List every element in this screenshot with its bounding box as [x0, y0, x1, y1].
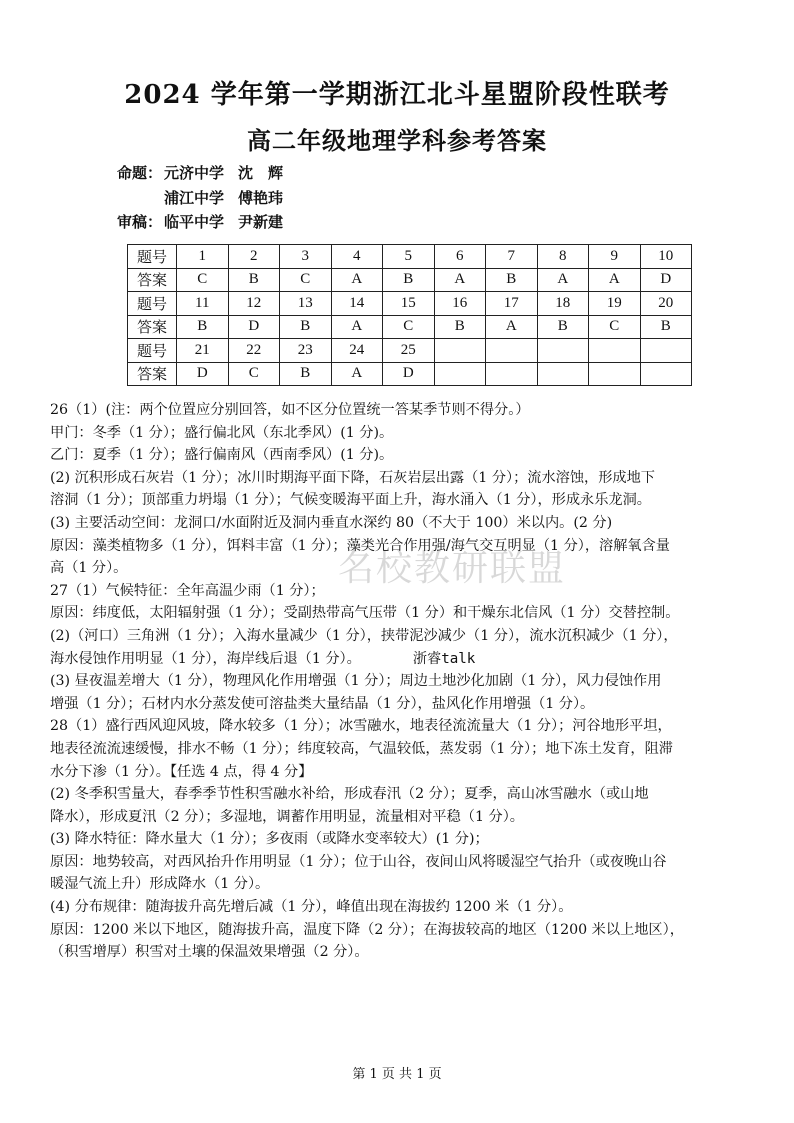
- answer-table-cell: 3: [280, 245, 332, 269]
- answer-table-cell: [434, 339, 486, 363]
- credit-row: [117, 186, 283, 211]
- answer-table-cell: [640, 339, 692, 363]
- text-line: 水分下渗（1 分）。【任选 4 点，得 4 分】: [50, 763, 313, 780]
- text-line: 降水），形成夏汛（2 分）；多湿地，调蓄作用明显，流量相对平稳（1 分）。: [50, 808, 524, 825]
- answer-table-cell: B: [280, 315, 332, 339]
- credit-name: 尹新建: [238, 213, 284, 231]
- page-title: 2024 学年第一学期浙江北斗星盟阶段性联考: [124, 80, 670, 110]
- answer-table-cell: 18: [537, 292, 589, 316]
- answer-table-cell: 13: [280, 292, 332, 316]
- inline-tag: 浙睿talk: [412, 650, 476, 667]
- answer-table-cell: 11: [177, 292, 229, 316]
- text-line: [50, 648, 764, 671]
- text-line: (2)（河口）三角洲（1 分）；入海水量减少（1 分），挟带泥沙减少（1 分），流水沉积减少（1 分），: [50, 627, 678, 644]
- answer-table-cell: 12: [228, 292, 280, 316]
- text-line: 甲门：冬季（1 分）；盛行偏北风（东北季风）(1 分)。: [50, 424, 394, 441]
- answer-table-row-header: 答案: [128, 362, 177, 386]
- answer-table-cell: 20: [640, 292, 692, 316]
- answer-table-cell: B: [280, 362, 332, 386]
- answer-table-cell: C: [177, 268, 229, 292]
- answer-table-cell: D: [228, 315, 280, 339]
- credit-school: 临平中学: [164, 213, 225, 231]
- answer-table-cell: 4: [331, 245, 383, 269]
- page-footer: 第 1 页 共 1 页: [352, 1067, 442, 1082]
- text-line: 高（1 分）。: [50, 560, 128, 577]
- answer-table-row: [128, 292, 692, 316]
- text-line: 原因：藻类植物多（1 分），饵料丰富（1 分）；藻类光合作用强/海气交互明显（1 分），溶解氧含量: [50, 537, 670, 554]
- watermark: 名校教研联盟: [338, 548, 567, 589]
- answer-table-cell: 10: [640, 245, 692, 269]
- answer-table-cell: A: [589, 268, 641, 292]
- answer-table-cell: [640, 362, 692, 386]
- answer-table-cell: [434, 362, 486, 386]
- answer-table-cell: B: [228, 268, 280, 292]
- text-line: (4) 分布规律：随海拔升高先增后减（1 分），峰值出现在海拔约 1200 米（1 分）。: [50, 899, 573, 916]
- answer-table-cell: D: [177, 362, 229, 386]
- answer-table-cell: 24: [331, 339, 383, 363]
- answer-table-row: [128, 268, 692, 292]
- answer-table-cell: 7: [486, 245, 538, 269]
- text-line: (3) 主要活动空间：龙洞口/水面附近及洞内垂直水深约 80（不大于 100）米以内。(2 分): [50, 514, 613, 531]
- page-subtitle: 高二年级地理学科参考答案: [247, 126, 547, 155]
- credit-row: [117, 161, 283, 186]
- answer-table-cell: A: [486, 315, 538, 339]
- answer-table-cell: D: [640, 268, 692, 292]
- credit-label: 审稿：: [117, 213, 163, 231]
- answer-table: [127, 244, 692, 386]
- answer-table-cell: [589, 339, 641, 363]
- text-line: 原因：地势较高，对西风抬升作用明显（1 分）；位于山谷，夜间山风将暖湿空气抬升（或夜晚山谷: [50, 853, 667, 870]
- answer-table-row-header: 题号: [128, 292, 177, 316]
- answer-table-cell: 15: [383, 292, 435, 316]
- answer-table-cell: 25: [383, 339, 435, 363]
- answer-table-cell: B: [434, 315, 486, 339]
- answer-table-cell: 23: [280, 339, 332, 363]
- answer-table-cell: B: [486, 268, 538, 292]
- text-line: （积雪增厚）积雪对土壤的保温效果增强（2 分）。: [50, 944, 369, 961]
- answer-table-cell: 17: [486, 292, 538, 316]
- answer-table-cell: 8: [537, 245, 589, 269]
- text-line: 27（1）气候特征：全年高温少雨（1 分）；: [50, 582, 325, 599]
- text-line: (2) 沉积形成石灰岩（1 分）；冰川时期海平面下降，石灰岩层出露（1 分）；流水溶蚀，形成地下: [50, 469, 655, 486]
- answer-table-cell: 2: [228, 245, 280, 269]
- answer-table-row-header: 答案: [128, 268, 177, 292]
- text-line: (3) 降水特征：降水量大（1 分）；多夜雨（或降水变率较大）(1 分)；: [50, 831, 489, 848]
- answer-table-cell: B: [537, 315, 589, 339]
- answer-table-cell: 19: [589, 292, 641, 316]
- answer-table-cell: C: [228, 362, 280, 386]
- answer-table-row-header: 题号: [128, 339, 177, 363]
- answer-table-cell: B: [177, 315, 229, 339]
- answer-table-cell: 21: [177, 339, 229, 363]
- answer-table-cell: [537, 362, 589, 386]
- answer-table-row: [128, 245, 692, 269]
- text-line: (2) 冬季积雪量大，春季季节性积雪融水补给，形成春汛（2 分）；夏季，高山冰雪融水（或山地: [50, 786, 649, 803]
- answer-text: [50, 399, 764, 964]
- answer-table-cell: [486, 362, 538, 386]
- answer-table-cell: C: [280, 268, 332, 292]
- answer-table-cell: 14: [331, 292, 383, 316]
- credit-name: 沈 辉: [238, 164, 284, 182]
- answer-table-cell: [589, 362, 641, 386]
- answer-table-cell: A: [537, 268, 589, 292]
- text-line: 暖湿气流上升）形成降水（1 分）。: [50, 876, 270, 893]
- answer-table-cell: [537, 339, 589, 363]
- answer-table-cell: 6: [434, 245, 486, 269]
- credit-school: 元济中学: [164, 164, 225, 182]
- text-line: 28（1）盛行西风迎风坡，降水较多（1 分）；冰雪融水，地表径流流量大（1 分）；河谷地形平坦，: [50, 718, 672, 735]
- answer-table-cell: 16: [434, 292, 486, 316]
- text-line: (3) 昼夜温差增大（1 分），物理风化作用增强（1 分）；周边土地沙化加剧（1 分），风力侵蚀作用: [50, 673, 662, 690]
- answer-table-cell: B: [640, 315, 692, 339]
- text-line: 溶洞（1 分）；顶部重力坍塌（1 分）；气候变暖海平面上升，海水涌入（1 分），形成永乐龙洞。: [50, 492, 651, 509]
- answer-table-row: [128, 362, 692, 386]
- answer-table-row-header: 题号: [128, 245, 177, 269]
- answer-table-cell: B: [383, 268, 435, 292]
- text-line: 26（1）(注：两个位置应分别回答，如不区分位置统一答某季节则不得分。）: [50, 402, 530, 418]
- answer-table-cell: A: [331, 315, 383, 339]
- text-line-content: 海水侵蚀作用明显（1 分），海岸线后退（1 分）。: [50, 650, 361, 667]
- answer-table-cell: A: [331, 268, 383, 292]
- answer-table-cell: C: [589, 315, 641, 339]
- answer-table-cell: D: [383, 362, 435, 386]
- answer-table-row: [128, 315, 692, 339]
- answer-table-cell: 9: [589, 245, 641, 269]
- credit-school: 浦江中学: [164, 188, 225, 207]
- text-line: 原因：1200 米以下地区，随海拔升高，温度下降（2 分）；在海拔较高的地区（1200 米以上地区），: [50, 921, 684, 938]
- text-line: 乙门：夏季（1 分）；盛行偏南风（西南季风）(1 分)。: [50, 447, 394, 464]
- answer-table-cell: C: [383, 315, 435, 339]
- answer-table-cell: [486, 339, 538, 363]
- credits: [117, 161, 283, 235]
- answer-table-cell: A: [331, 362, 383, 386]
- answer-table-cell: A: [434, 268, 486, 292]
- answer-table-cell: 1: [177, 245, 229, 269]
- text-line: 原因：纬度低，太阳辐射强（1 分）；受副热带高气压带（1 分）和干燥东北信风（1 分）交替控制。: [50, 605, 680, 622]
- credit-row: [117, 210, 283, 235]
- answer-table-row: [128, 339, 692, 363]
- answer-table-row-header: 答案: [128, 315, 177, 339]
- text-line: 地表径流流速缓慢，排水不畅（1 分）；纬度较高，气温较低，蒸发弱（1 分）；地下冻土发育，阻滞: [50, 740, 673, 757]
- answer-table-cell: 5: [383, 245, 435, 269]
- credit-name: 傅艳玮: [238, 188, 284, 207]
- answer-table-cell: 22: [228, 339, 280, 363]
- text-line: 增强（1 分）；石材内水分蒸发使可溶盐类大量结晶（1 分），盐风化作用增强（1 分）。: [50, 695, 595, 712]
- credit-label: 命题：: [117, 164, 163, 182]
